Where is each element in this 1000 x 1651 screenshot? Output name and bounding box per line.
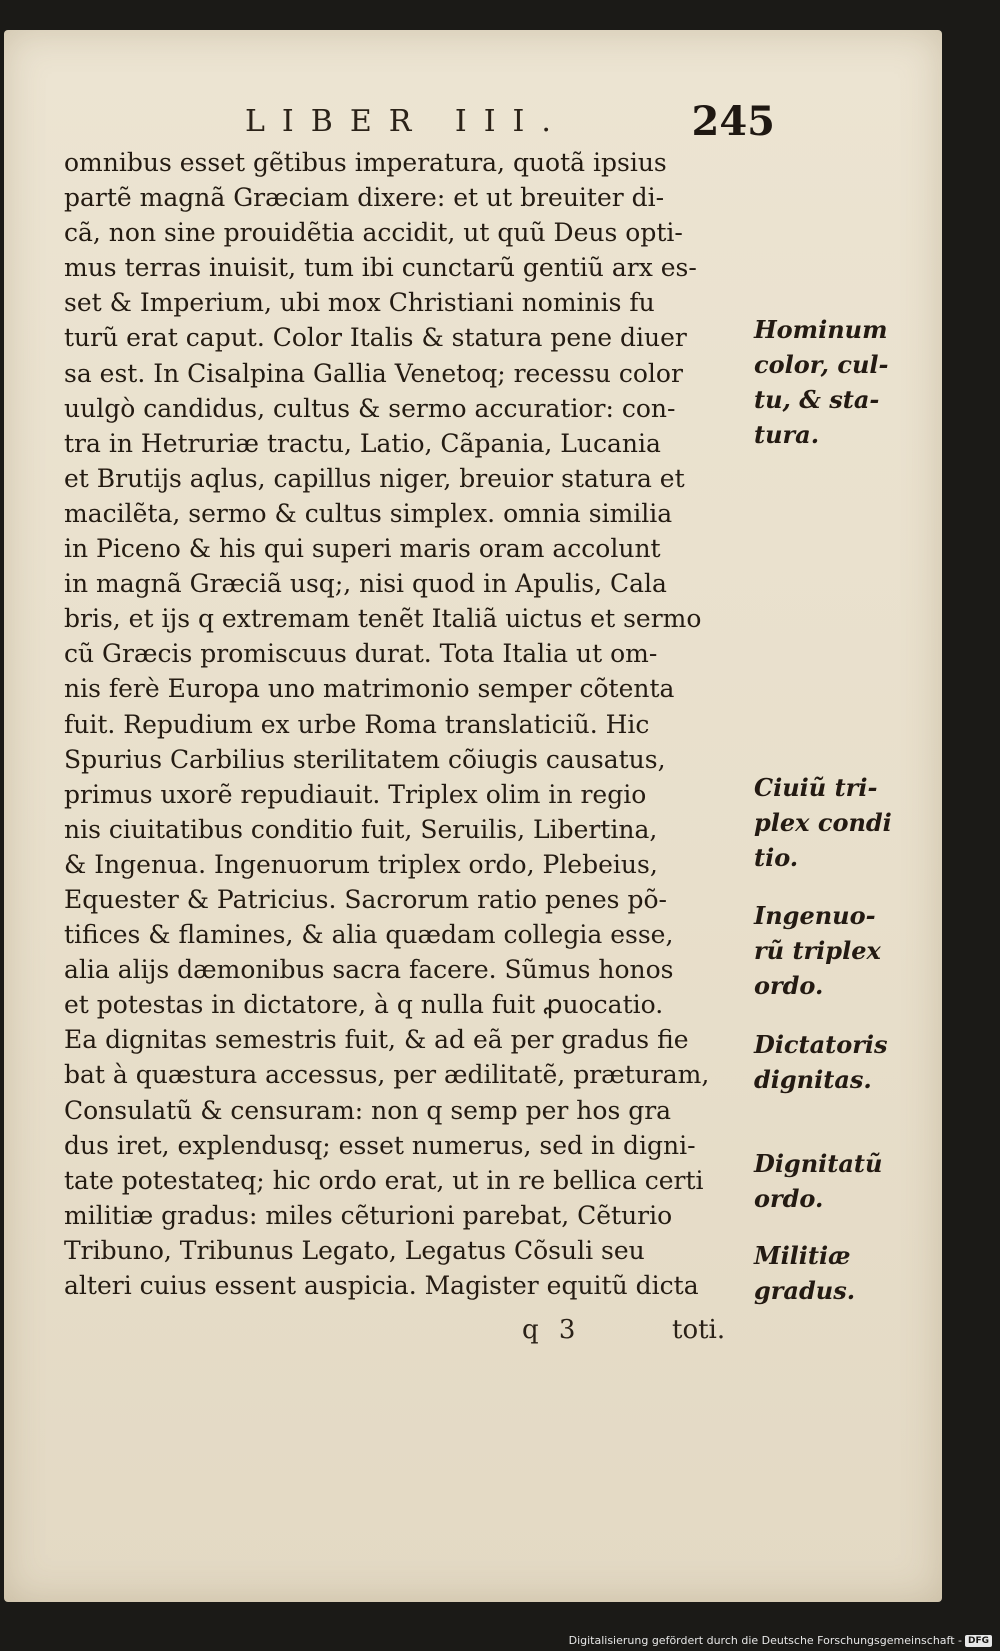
text-line: & Ingenua. Ingenuorum triplex ordo, Plebeius, [64,849,658,879]
text-line: cã, non sine prouidẽtia accidit, ut quũ Deus opti- [64,218,683,248]
text-line: cũ Græcis promiscuus durat. Tota Italia ut om- [64,639,658,669]
text-line: dus iret, explendusq; esset numerus, sed in digni- [64,1130,696,1160]
marginal-note-hominum [754,312,889,452]
text-line: Ea dignitas semestris fuit, & ad eã per gradus fie [64,1025,689,1055]
text-line: Tribuno, Tribunus Legato, Legatus Cõsuli seu [64,1235,645,1265]
credit-text: Digitalisierung gefördert durch die Deutsche Forschungsgemeinschaft - [568,1634,962,1647]
text-line: fuit. Repudium ex urbe Roma translaticiũ. Hic [64,709,650,739]
text-line: Consulatũ & censuram: non q semp per hos gra [64,1095,672,1125]
text-line: et Brutijs aqlus, capillus niger, breuior statura et [64,463,685,493]
marginal-note-line: Dignitatũ [754,1149,883,1178]
marginal-note-line: rũ triplex [754,936,881,965]
catchword: toti. [672,1315,726,1345]
marginal-note-dignitatum [754,1146,882,1216]
text-line: Spurius Carbilius sterilitatem cõiugis causatus, [64,744,666,774]
text-line: Equester & Patricius. Sacrorum ratio penes põ- [64,884,667,914]
text-line: in magnã Græciã usq;, nisi quod in Apulis, Cala [64,569,667,599]
text-line: alia alijs dæmonibus sacra facere. Sũmus honos [64,955,674,985]
text-line: in Piceno & his qui superi maris oram accolunt [64,534,661,564]
marginal-note-ingenuorum [754,898,881,1003]
marginal-note-line: Militiæ [754,1241,851,1270]
marginal-note-line: tio. [754,843,799,872]
marginal-note-line: tura. [754,420,820,449]
marginal-note-line: dignitas. [754,1065,872,1094]
marginal-note-militiae [754,1238,855,1308]
text-line: primus uxorẽ repudiauit. Triplex olim in regio [64,779,647,809]
text-line: nis ferè Europa uno matrimonio semper cõtenta [64,674,675,704]
text-line: bris, et ijs q extremam tenẽt Italiã uictus et sermo [64,604,702,634]
main-text-block [64,145,754,1303]
text-line: turũ erat caput. Color Italis & statura pene diuer [64,323,687,353]
marginal-note-ciuium [754,770,892,875]
text-line: omnibus esset gẽtibus imperatura, quotã ipsius [64,148,667,177]
text-line: bat à quæstura accessus, per ædilitatẽ, præturam, [64,1060,710,1090]
text-line: tate potestateq; hic ordo erat, ut in re bellica certi [64,1165,704,1195]
marginal-note-line: ordo. [754,1184,824,1213]
text-line: macilẽta, sermo & cultus simplex. omnia similia [64,498,673,528]
marginal-note-line: tu, & sta- [754,385,880,414]
dfg-logo: DFG [965,1635,992,1647]
text-line: sa est. In Cisalpina Gallia Venetoq; recessu color [64,358,683,388]
running-title: LIBER III. [245,104,568,139]
text-line: set & Imperium, ubi mox Christiani nominis fu [64,288,655,318]
marginal-note-line: Ingenuo- [754,901,876,930]
text-line: militiæ gradus: miles cẽturioni parebat, Cẽturio [64,1200,673,1230]
marginal-note-line: Ciuiũ tri- [754,773,878,802]
marginal-note-line: ordo. [754,971,824,1000]
text-line: partẽ magnã Græciam dixere: et ut breuiter di- [64,183,665,213]
text-line: tifices & flamines, & alia quædam collegia esse, [64,920,674,950]
marginal-note-line: color, cul- [754,350,889,379]
digitization-credit [569,1634,992,1647]
text-line: mus terras inuisit, tum ibi cunctarũ gentiũ arx es- [64,253,697,283]
text-line: uulgò candidus, cultus & sermo accuratior: con- [64,393,676,423]
text-line: tra in Hetruriæ tractu, Latio, Cãpania, Lucania [64,428,661,458]
text-line: alteri cuius essent auspicia. Magister equitũ dicta [64,1271,699,1300]
marginal-note-line: gradus. [754,1276,856,1305]
signature-mark: q 3 [522,1315,582,1345]
marginal-note-line: Dictatoris [754,1030,888,1059]
text-line: et potestas in dictatore, à q nulla fuit ꝓuocatio. [64,990,664,1020]
page-number: 245 [691,98,775,145]
marginal-note-line: Hominum [754,315,888,344]
page-header [245,98,775,145]
marginal-note-line: plex condi [754,808,892,837]
text-line: nis ciuitatibus conditio fuit, Seruilis, Libertina, [64,814,658,844]
marginal-note-dictatoris [754,1027,888,1097]
